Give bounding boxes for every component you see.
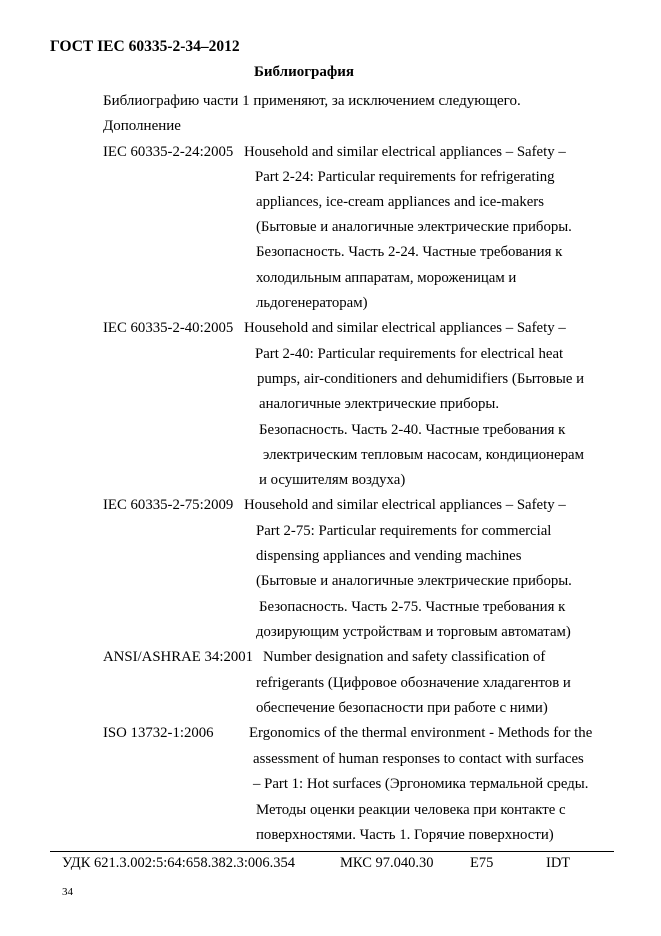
entry-line: аналогичные электрические приборы. [259,396,500,412]
entry-line: Безопасность. Часть 2-75. Частные требования к [259,599,566,615]
entry-code: IEC 60335-2-40:2005 [103,320,234,336]
entry-code: ANSI/ASHRAE 34:2001 [103,649,254,665]
bibliography-heading: Библиография [254,64,355,80]
bibliography-intro: Библиографию части 1 применяют, за исключением следующего. [103,93,521,109]
entry-line: dispensing appliances and vending machines [256,548,522,564]
entry-line: электрическим тепловым насосам, кондиционерам [263,447,584,463]
entry-line: (Бытовые и аналогичные электрические приборы. [256,219,572,235]
footer-udk: УДК 621.3.002:5:64:658.382.3:006.354 [62,855,295,871]
footer-mks: МКС 97.040.30 [340,855,434,871]
entry-line: обеспечение безопасности при работе с ними) [256,700,548,716]
entry-line: дозирующим устройствам и торговым автоматам) [256,624,571,640]
entry-line: appliances, ice-cream appliances and ice-makers [256,194,544,210]
entry-line: Household and similar electrical appliances – Safety – [244,497,566,513]
entry-line: Part 2-24: Particular requirements for refrigerating [255,169,555,185]
page-header-title: ГОСТ IEC 60335-2-34–2012 [50,38,240,55]
footer-idt: IDT [546,855,571,871]
entry-line: Безопасность. Часть 2-24. Частные требования к [256,244,563,260]
entry-line: pumps, air-conditioners and dehumidifiers (Бытовые и [257,371,585,387]
entry-line: Безопасность. Часть 2-40. Частные требования к [259,422,566,438]
entry-line: холодильным аппаратам, мороженицам и [256,270,517,286]
entry-line: assessment of human responses to contact with surfaces [253,751,584,767]
entry-line: Part 2-40: Particular requirements for electrical heat [255,346,564,362]
entry-line: – Part 1: Hot surfaces (Эргономика термальной среды. [253,776,589,792]
entry-line: refrigerants (Цифровое обозначение хладагентов и [256,675,571,691]
entry-line: Household and similar electrical appliances – Safety – [244,144,566,160]
footer-code: E75 [470,855,494,871]
footer-rule [50,851,614,852]
page-number: 34 [62,886,73,898]
entry-line: Методы оценки реакции человека при контакте с [256,802,566,818]
entry-line: Number designation and safety classification of [263,649,546,665]
entry-line: и осушителям воздуха) [259,472,406,488]
entry-line: льдогенераторам) [256,295,368,311]
entry-line: поверхностями. Часть 1. Горячие поверхности) [256,827,554,843]
entry-code: IEC 60335-2-75:2009 [103,497,234,513]
addition-label: Дополнение [103,118,181,134]
entry-line: (Бытовые и аналогичные электрические приборы. [256,573,572,589]
entry-line: Household and similar electrical appliances – Safety – [244,320,566,336]
entry-code: ISO 13732-1:2006 [103,725,214,741]
entry-line: Part 2-75: Particular requirements for commercial [256,523,552,539]
entry-line: Ergonomics of the thermal environment - Methods for the [249,725,593,741]
entry-code: IEC 60335-2-24:2005 [103,144,234,160]
